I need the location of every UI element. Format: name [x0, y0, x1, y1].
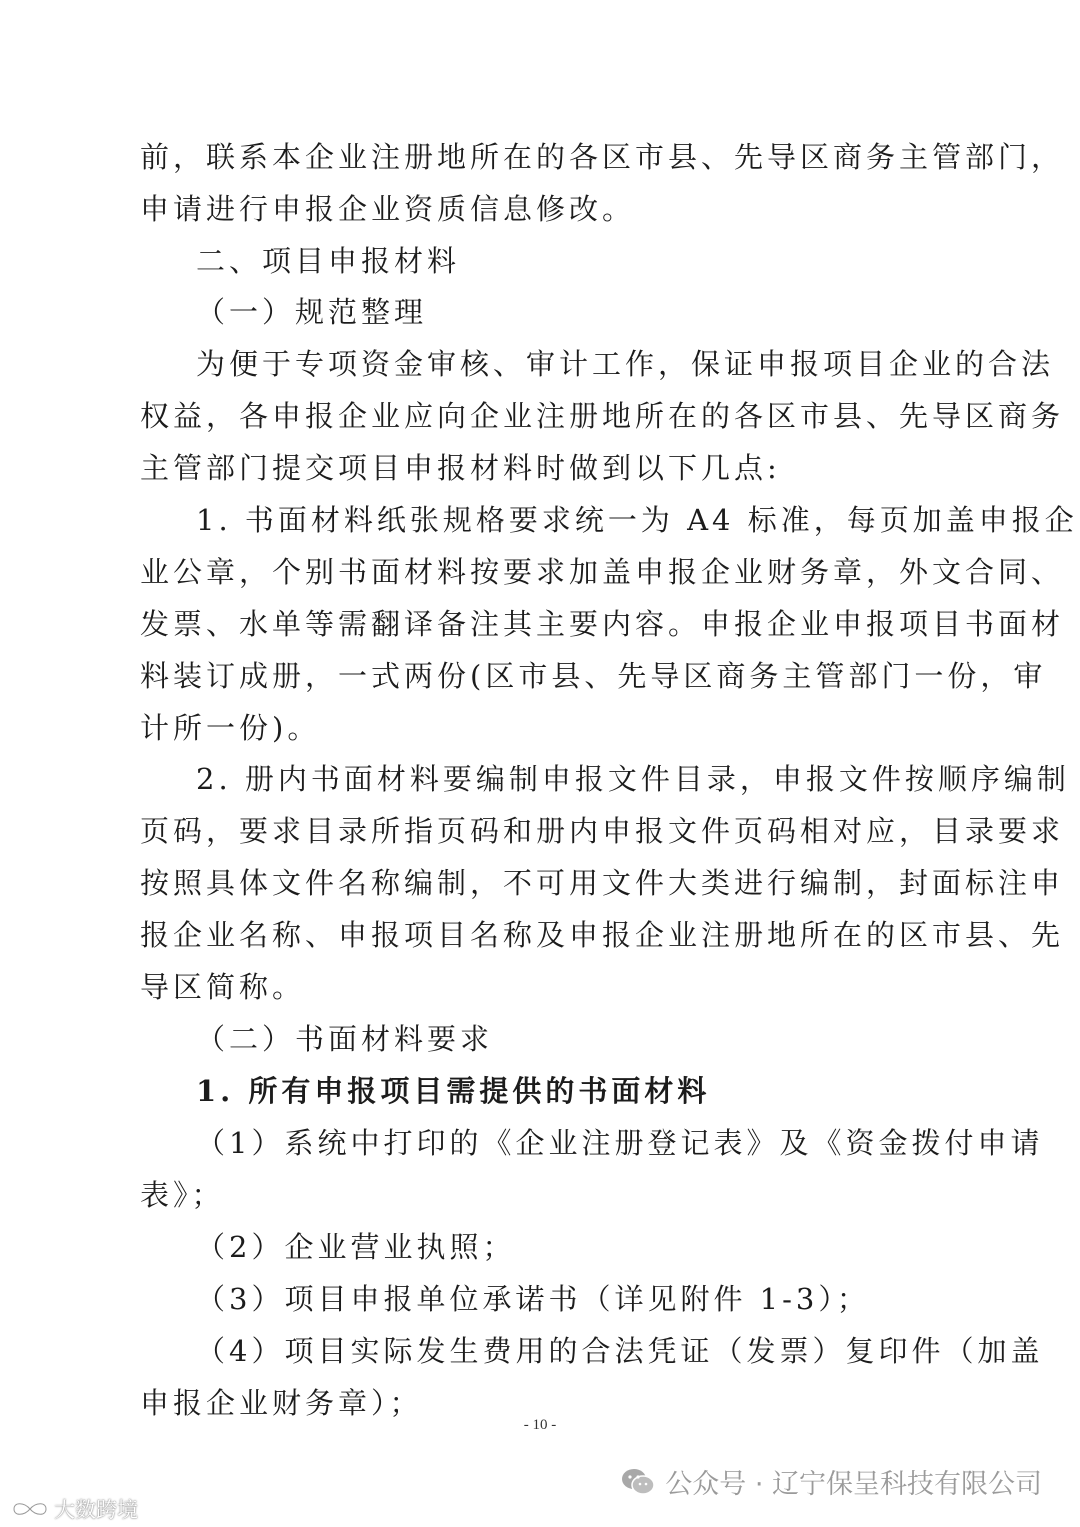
text-line: 申报企业财务章）；	[140, 1386, 423, 1420]
text-line: 为便于专项资金审核、审计工作，保证申报项目企业的合法	[196, 347, 1055, 381]
text-line: （2）企业营业执照；	[196, 1230, 516, 1264]
text-line: 权益，各申报企业应向企业注册地所在的各区市县、先导区商务	[140, 399, 1065, 433]
infinity-logo-icon	[10, 1498, 50, 1520]
text-line: 报企业名称、申报项目名称及申报企业注册地所在的区市县、先	[140, 918, 1065, 952]
text-line: 发票、水单等需翻译备注其主要内容。申报企业申报项目书面材	[140, 607, 1065, 641]
text-line: 业公章，个别书面材料按要求加盖申报企业财务章，外文合同、	[140, 555, 1065, 589]
page-number: - 10 -	[523, 1417, 557, 1433]
item-heading: 1. 所有申报项目需提供的书面材料	[196, 1074, 711, 1108]
text-line: 2. 册内书面材料要编制申报文件目录，申报文件按顺序编制	[196, 762, 1070, 796]
text-line: 前，联系本企业注册地所在的各区市县、先导区商务主管部门，	[140, 140, 1065, 174]
wechat-icon	[621, 1467, 655, 1497]
text-line: 料装订成册，一式两份(区市县、先导区商务主管部门一份，审	[140, 659, 1047, 693]
text-line: 计所一份)。	[140, 711, 321, 745]
watermark	[621, 1462, 1042, 1501]
text-line: 页码，要求目录所指页码和册内申报文件页码相对应，目录要求	[140, 814, 1065, 848]
watermark-text: 公众号 · 辽宁保呈科技有限公司	[665, 1469, 1042, 1500]
corner-logo-text: 大数跨境	[54, 1498, 138, 1522]
text-line: （1）系统中打印的《企业注册登记表》及《资金拨付申请	[196, 1126, 1044, 1160]
corner-logo	[10, 1494, 138, 1524]
subsection-heading: （一）规范整理	[196, 295, 428, 329]
text-line: 按照具体文件名称编制，不可用文件大类进行编制，封面标注申	[140, 866, 1065, 900]
subsection-heading: （二）书面材料要求	[196, 1022, 494, 1056]
text-line: 主管部门提交项目申报材料时做到以下几点:	[140, 451, 781, 485]
text-line: 导区简称。	[140, 970, 306, 1004]
text-line: （4）项目实际发生费用的合法凭证（发票）复印件（加盖	[196, 1334, 1044, 1368]
text-line: 表》；	[140, 1178, 225, 1212]
text-line: 1. 书面材料纸张规格要求统一为 A4 标准，每页加盖申报企	[196, 503, 1078, 537]
text-line: 申请进行申报企业资质信息修改。	[140, 192, 636, 226]
section-heading: 二、项目申报材料	[196, 244, 461, 278]
text-line: （3）项目申报单位承诺书（详见附件 1-3）；	[196, 1282, 870, 1316]
